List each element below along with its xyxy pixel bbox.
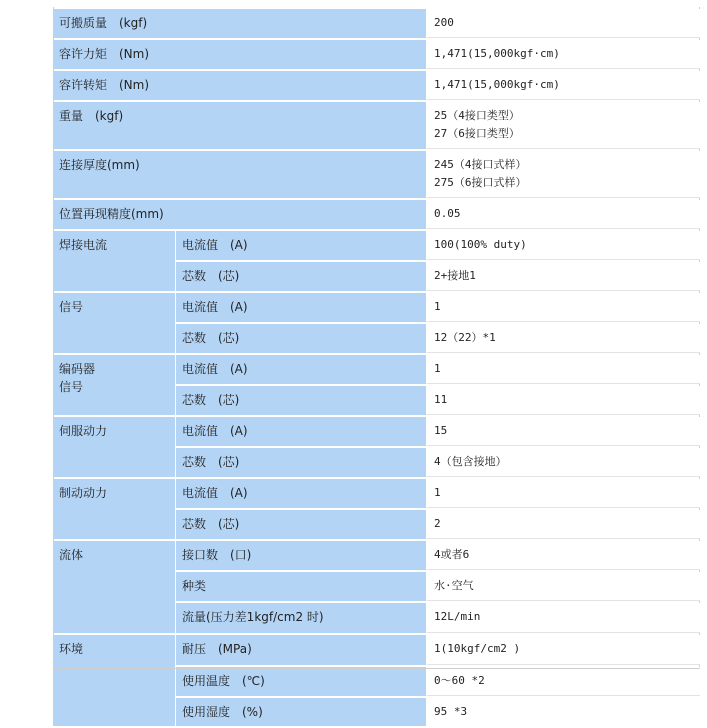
sublabel-servo-current: 电流值 (A): [175, 417, 426, 446]
sublabel-env-humidity: 使用湿度 (%): [175, 698, 426, 726]
label-weight: 重量 (kgf): [53, 102, 426, 149]
value-fluid-flow: 12L/min: [426, 603, 700, 633]
sublabel-signal-cores: 芯数 (芯): [175, 324, 426, 353]
value-thickness-6port: 275（6接口式样）: [434, 176, 527, 189]
table-row-thickness: [53, 151, 700, 198]
table-row-payload: [53, 9, 700, 38]
sublabel-fluid-flow: 流量(压力差1kgf/cm2 时): [175, 603, 426, 633]
sublabel-welding-current: 电流值 (A): [175, 231, 426, 260]
value-thickness-4port: 245（4接口式样）: [434, 158, 527, 171]
table-row-servo-current: [53, 417, 700, 446]
value-brake-cores: 2: [426, 510, 700, 539]
table-row-welding-current: [53, 231, 700, 260]
value-welding-current: 100(100% duty): [426, 231, 700, 260]
table-row-signal-current: [53, 293, 700, 322]
sublabel-env-temp: 使用温度 (℃): [175, 667, 426, 696]
table-row-encoder-current: [53, 355, 700, 384]
value-signal-current: 1: [426, 293, 700, 322]
value-thickness: [426, 151, 700, 198]
table-row-twist: [53, 71, 700, 100]
sublabel-signal-current: 电流值 (A): [175, 293, 426, 322]
sublabel-brake-cores: 芯数 (芯): [175, 510, 426, 539]
sublabel-encoder-cores: 芯数 (芯): [175, 386, 426, 415]
sublabel-env-pressure: 耐压 (MPa): [175, 635, 426, 665]
value-fluid-ports: 4或者6: [426, 541, 700, 570]
label-twist: 容许转矩 (Nm): [53, 71, 426, 100]
value-payload: 200: [426, 9, 700, 38]
value-weight-6port: 27（6接口类型）: [434, 127, 520, 140]
sublabel-welding-cores: 芯数 (芯): [175, 262, 426, 291]
label-torque: 容许力矩 (Nm): [53, 40, 426, 69]
value-signal-cores: 12（22）*1: [426, 324, 700, 353]
value-encoder-cores: 11: [426, 386, 700, 415]
sublabel-fluid-kind: 种类: [175, 572, 426, 601]
table-row-brake-current: [53, 479, 700, 508]
value-servo-cores: 4（包含接地）: [426, 448, 700, 477]
table-row-torque: [53, 40, 700, 69]
label-repeatability: 位置再现精度(mm): [53, 200, 426, 229]
sublabel-fluid-ports: 接口数 (口): [175, 541, 426, 570]
spec-table: [53, 7, 700, 728]
value-env-temp: 0～60 *2: [426, 667, 700, 696]
group-label-signal: 信号: [53, 293, 175, 353]
group-label-brake: 制动动力: [53, 479, 175, 539]
value-weight: [426, 102, 700, 149]
value-servo-current: 15: [426, 417, 700, 446]
value-twist: 1,471(15,000kgf·cm): [426, 71, 700, 100]
group-label-encoder-line1: 编码器: [59, 362, 96, 376]
table-row-weight: [53, 102, 700, 149]
label-payload: 可搬质量 (kgf): [53, 9, 426, 38]
value-welding-cores: 2+接地1: [426, 262, 700, 291]
table-row-repeatability: [53, 200, 700, 229]
group-label-encoder-line2: 信号: [59, 380, 84, 394]
sublabel-encoder-current: 电流值 (A): [175, 355, 426, 384]
group-label-servo: 伺服动力: [53, 417, 175, 477]
value-env-humidity: 95 *3: [426, 698, 700, 726]
value-fluid-kind: 水·空气: [426, 572, 700, 601]
label-thickness: 连接厚度(mm): [53, 151, 426, 198]
value-brake-current: 1: [426, 479, 700, 508]
value-env-pressure: 1(10kgf/cm2 ): [426, 635, 700, 665]
group-label-env: 环境: [53, 635, 175, 726]
value-weight-4port: 25（4接口类型）: [434, 109, 520, 122]
value-torque: 1,471(15,000kgf·cm): [426, 40, 700, 69]
table-bottom-border: [53, 668, 700, 669]
sublabel-brake-current: 电流值 (A): [175, 479, 426, 508]
sublabel-servo-cores: 芯数 (芯): [175, 448, 426, 477]
value-encoder-current: 1: [426, 355, 700, 384]
group-label-welding: 焊接电流: [53, 231, 175, 291]
group-label-fluid: 流体: [53, 541, 175, 633]
group-label-encoder: [53, 355, 175, 415]
value-repeatability: 0.05: [426, 200, 700, 229]
table-row-fluid-ports: [53, 541, 700, 570]
table-row-env-pressure: [53, 635, 700, 665]
